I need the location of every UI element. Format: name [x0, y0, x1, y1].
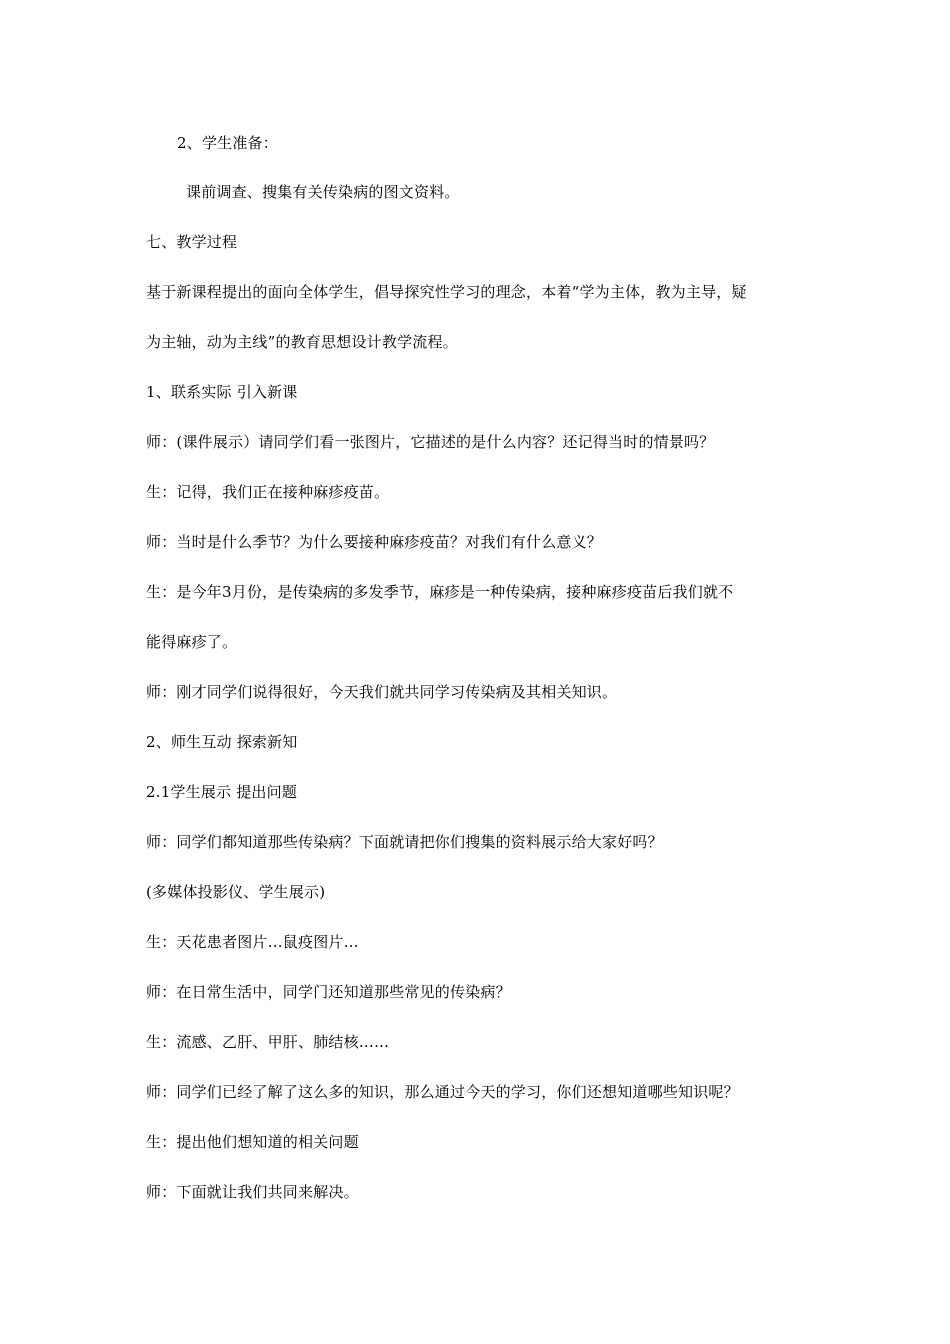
dialogue-line: 师：当时是什么季节？为什么要接种麻疹疫苗？对我们有什么意义？: [146, 533, 603, 551]
dialogue-line: 师：同学们都知道那些传染病？下面就请把你们搜集的资料展示给大家好吗？: [146, 833, 663, 851]
stage-direction: (多媒体投影仪、学生展示): [146, 883, 326, 901]
dialogue-line: 师：下面就让我们共同来解决。: [146, 1183, 359, 1201]
dialogue-line: 师：在日常生活中，同学门还知道那些常见的传染病？: [146, 983, 511, 1001]
dialogue-line-continuation: 能得麻疹了。: [146, 633, 238, 651]
dialogue-line: 师：同学们已经了解了这么多的知识，那么通过今天的学习，你们还想知道哪些知识呢？: [146, 1083, 739, 1101]
student-preparation-heading: 2、学生准备：: [177, 134, 278, 152]
section-1-heading: 1、联系实际 引入新课: [146, 383, 298, 401]
section-2-1-heading: 2.1学生展示 提出问题: [146, 783, 298, 801]
student-preparation-text: 课前调查、搜集有关传染病的图文资料。: [186, 183, 460, 201]
dialogue-line: 生：流感、乙肝、甲肝、肺结核……: [146, 1033, 390, 1051]
intro-paragraph-line-1: 基于新课程提出的面向全体学生，倡导探究性学习的理念，本着“学为主体，教为主导，疑: [146, 283, 747, 301]
dialogue-line: 师：刚才同学们说得很好，今天我们就共同学习传染病及其相关知识。: [146, 683, 618, 701]
dialogue-line: 生：记得，我们正在接种麻疹疫苗。: [146, 483, 390, 501]
dialogue-line: 生：是今年3月份，是传染病的多发季节，麻疹是一种传染病，接种麻疹疫苗后我们就不: [146, 583, 734, 601]
dialogue-line: 生：天花患者图片…鼠疫图片…: [146, 933, 359, 951]
dialogue-line: 师：(课件展示）请同学们看一张图片，它描述的是什么内容？还记得当时的情景吗？: [146, 433, 715, 451]
teaching-process-heading: 七、教学过程: [146, 233, 238, 251]
intro-paragraph-line-2: 为主轴，动为主线”的教育思想设计教学流程。: [146, 333, 458, 351]
dialogue-line: 生：提出他们想知道的相关问题: [146, 1133, 359, 1151]
section-2-heading: 2、师生互动 探索新知: [146, 733, 298, 751]
